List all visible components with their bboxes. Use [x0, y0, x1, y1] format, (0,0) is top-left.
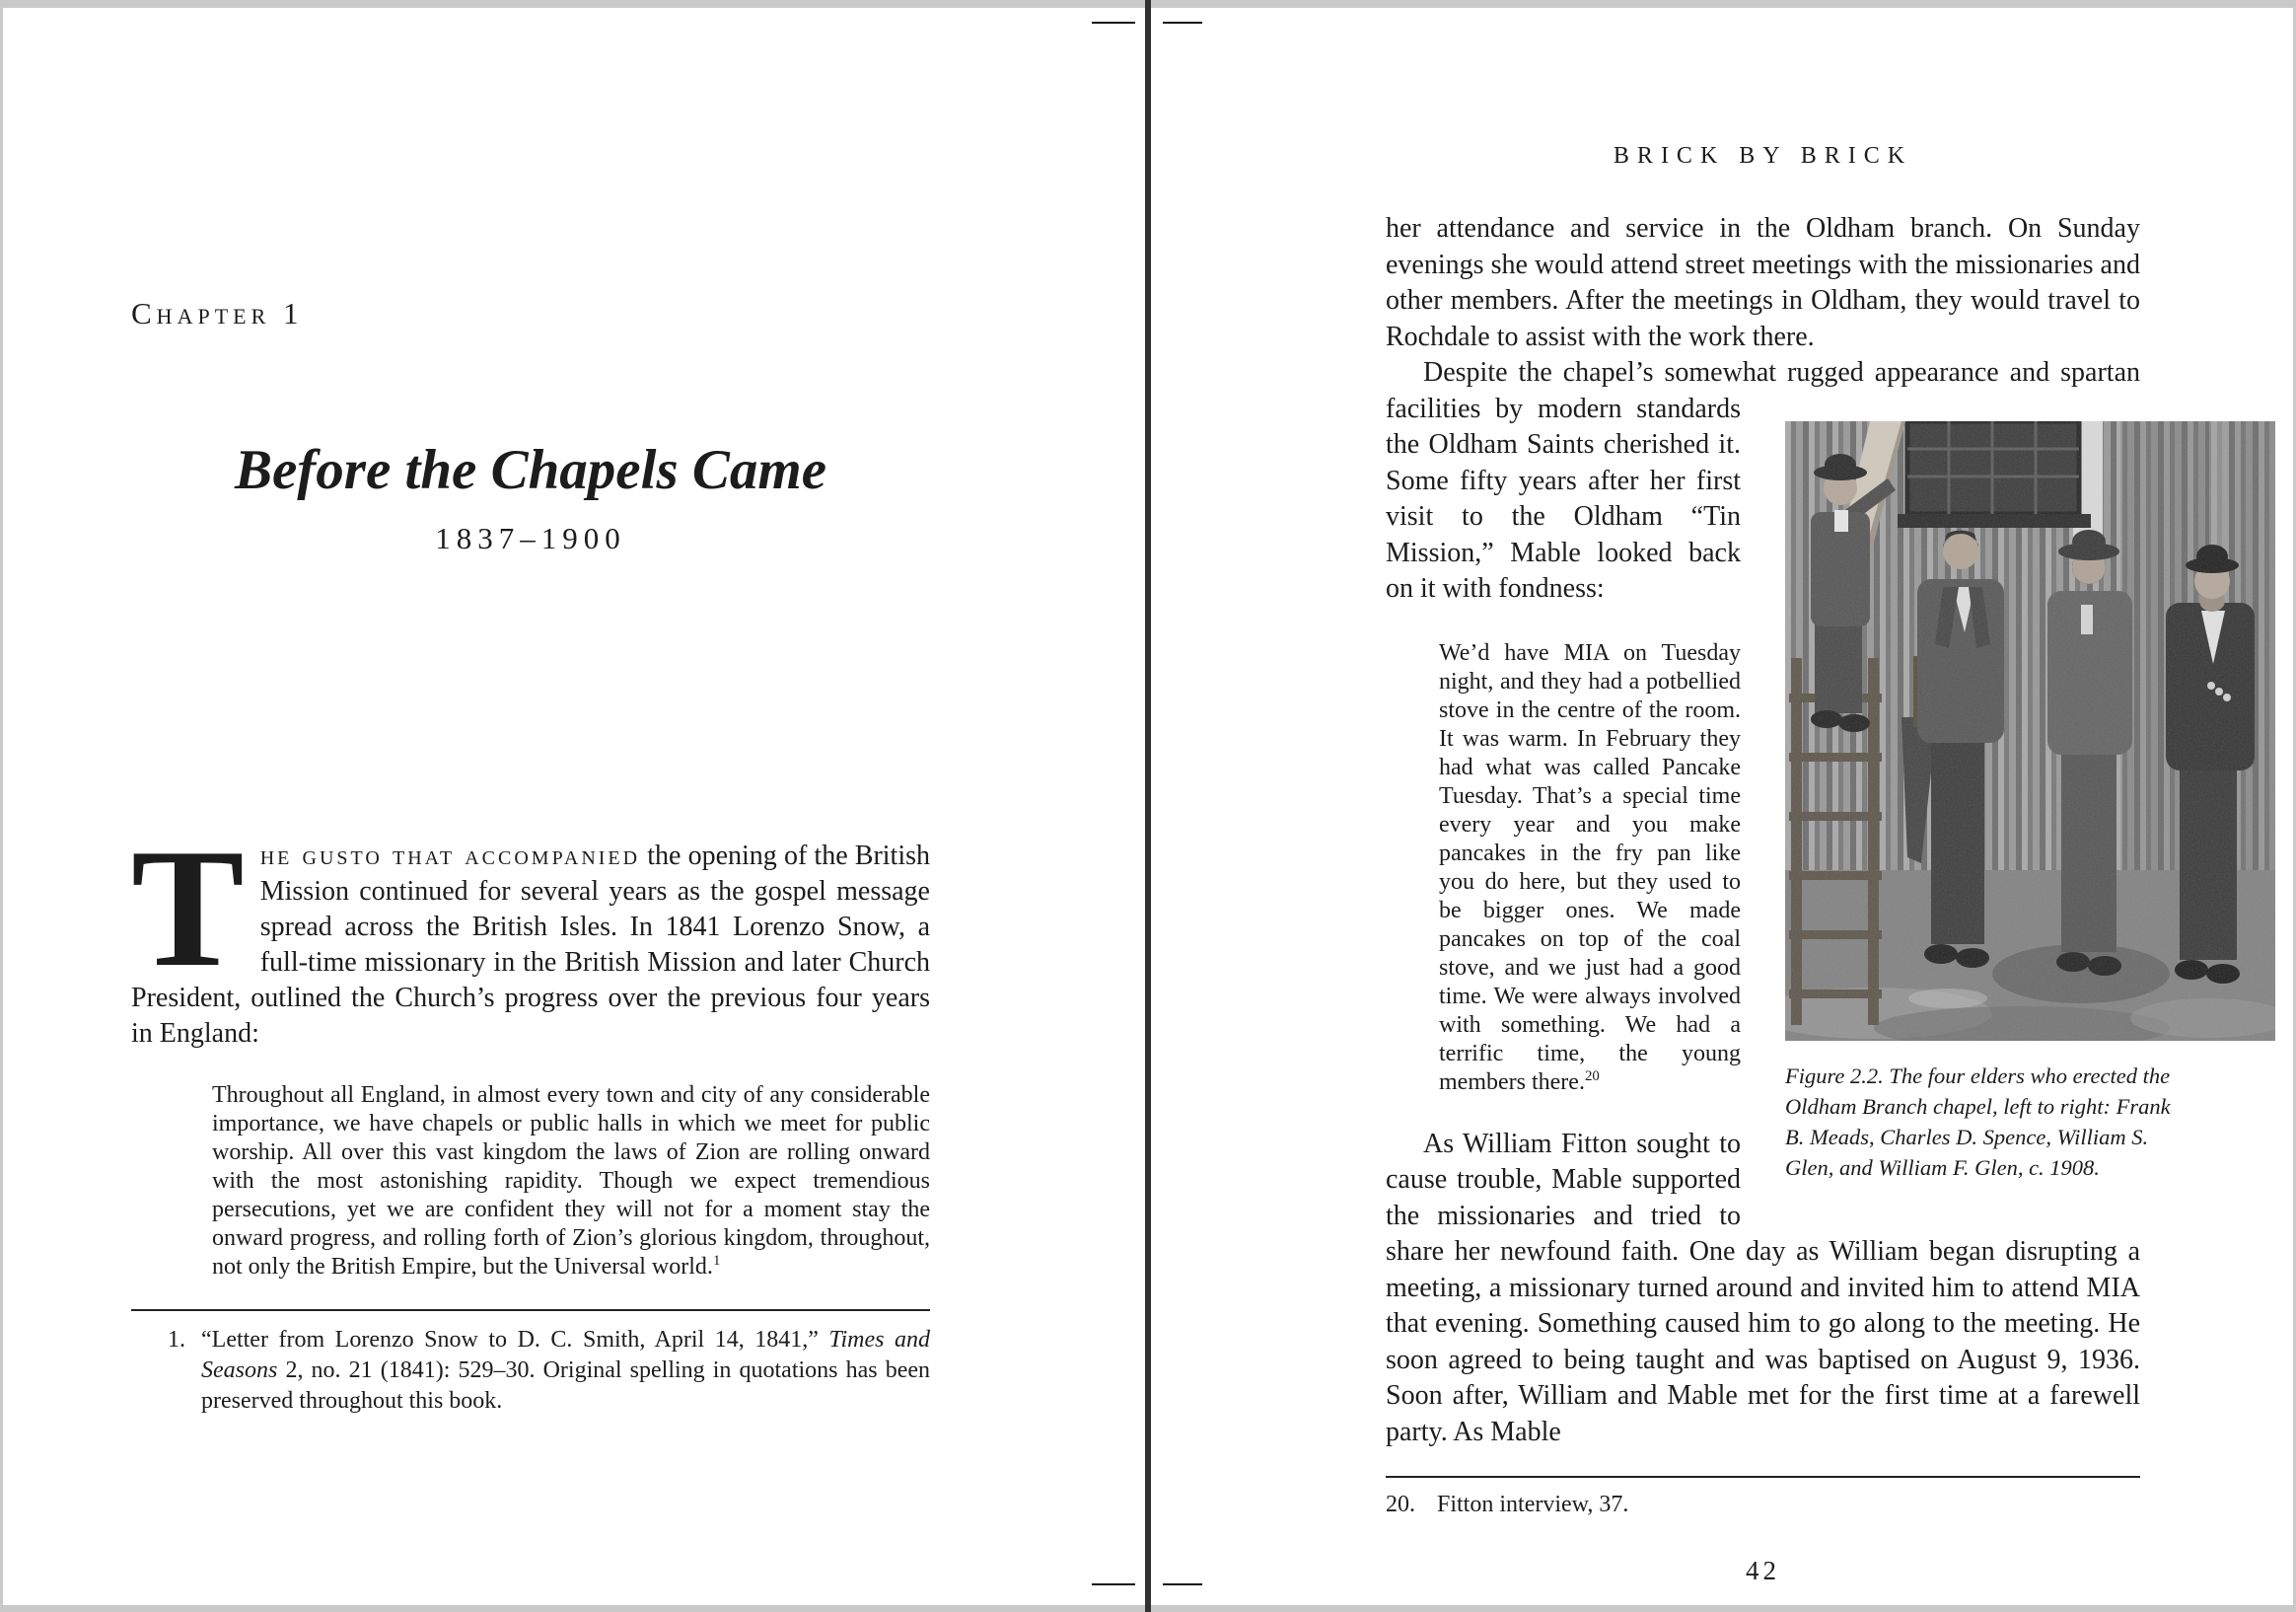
left-page: [131, 0, 930, 1417]
viewer-edge-left: [0, 0, 3, 1612]
chapter-date-range: 1837–1900: [435, 521, 626, 555]
page-gutter-divider: [1145, 0, 1151, 1612]
crop-mark-top-right: [1163, 22, 1202, 24]
footnote-text: “Letter from Lorenzo Snow to D. C. Smith, April 14, 1841,” Times and Seasons 2, no. 21 (1841): 529–30. Original spelling in quotations has been preserved throughout this book.: [201, 1327, 931, 1414]
right-page: [1386, 0, 2171, 1586]
opening-paragraph-text: the opening of the British Mission continued for several years as the gospel message spread across the British Isles. In 1841 Lorenzo Snow, a full-time missionary in the British Mission and later Church President, outlined the Church’s progress over the previous four years in England:: [131, 841, 930, 1049]
blockquote-text: Throughout all England, in almost every town and city of any considerable importance, we have chapels or public halls in which we meet for public worship. All over this vast kingdom the laws of Zion are rolling onward with the most astonishing rapidity. Though we expect tremendious persecutions, yet we are confident they will not for a moment stay the onward progress, and rolling forth of Zion’s glorious kingdom, throughout, not only the British Empire, but the Universal world.: [212, 1082, 930, 1280]
footnote-section: [1386, 1476, 2140, 1520]
footnote-number: 1.: [168, 1327, 185, 1353]
footnote-text: Fitton interview, 37.: [1437, 1492, 1629, 1517]
footnote-source-title: Times and Seasons: [201, 1327, 931, 1383]
opening-paragraph: [131, 815, 930, 1052]
figure-2-2: [1785, 421, 2275, 1183]
crop-mark-bottom-left: [1092, 1583, 1135, 1585]
crop-mark-bottom-right: [1163, 1583, 1202, 1585]
crop-mark-top-left: [1092, 22, 1135, 24]
chapter-title: Before the Chapels Came: [234, 439, 827, 501]
chapel-photo: [1785, 421, 2275, 1041]
page-number: 42: [1746, 1556, 1780, 1585]
chapter-label: Chapter 1: [131, 296, 304, 330]
paragraph: As William Fitton sought to cause trouble, Mable supported the missionaries and tried to share her newfound faith. One day as William began disrupting a meeting, a missionary turned around and invited him to attend MIA that evening. Something caused him to go along to the meeting. He soon agreed to being taught and was baptised on August 9, 1936. Soon after, William and Mable met for the first time at a farewell party. As Mable: [1386, 1128, 2140, 1447]
paragraph: facilities by modern standards the Oldham Saints cherished it. Some fifty years after her first visit to the Oldham “Tin Mission,” Mable looked back on it with fondness:: [1386, 393, 1741, 604]
blockquote-text: We’d have MIA on Tuesday night, and they had a potbellied stove in the centre of the room. It was warm. In February they had what was called Pancake Tuesday. That’s a special time every year and you make pancakes in the fry pan like you do here, but they used to be bigger ones. We made pancakes on top of the coal stove, and we just had a good time. We were always involved with something. We had a terrific time, the young members there.: [1439, 639, 1741, 1095]
paragraph-first-line: Despite the chapel’s somewhat rugged appearance and spartan: [1423, 357, 2140, 388]
snow-letter-blockquote: [212, 1081, 930, 1282]
running-head: BRICK BY BRICK: [1613, 143, 1913, 169]
paragraph: her attendance and service in the Oldham branch. On Sunday evenings she would attend street meetings with the missionaries and other members. After the meetings in Oldham, they would travel to Rochdale to assist with the work there.: [1386, 213, 2140, 352]
footnote-section: [131, 1309, 930, 1417]
lead-in-small-caps: he gusto that accompanied: [259, 841, 641, 871]
drop-cap: T: [131, 815, 245, 1002]
footnote-number: 20.: [1386, 1492, 1415, 1517]
footnote-20: [1386, 1490, 2140, 1520]
footnote-1: [168, 1325, 930, 1417]
figure-caption: Figure 2.2. The four elders who erected the Oldham Branch chapel, left to right: Frank B. Meads, Charles D. Spence, William S. Glen, and William F. Glen, c. 1908.: [1785, 1062, 2171, 1180]
footnote-ref: 20: [1584, 1067, 1600, 1084]
footnote-ref: 1: [712, 1253, 721, 1269]
